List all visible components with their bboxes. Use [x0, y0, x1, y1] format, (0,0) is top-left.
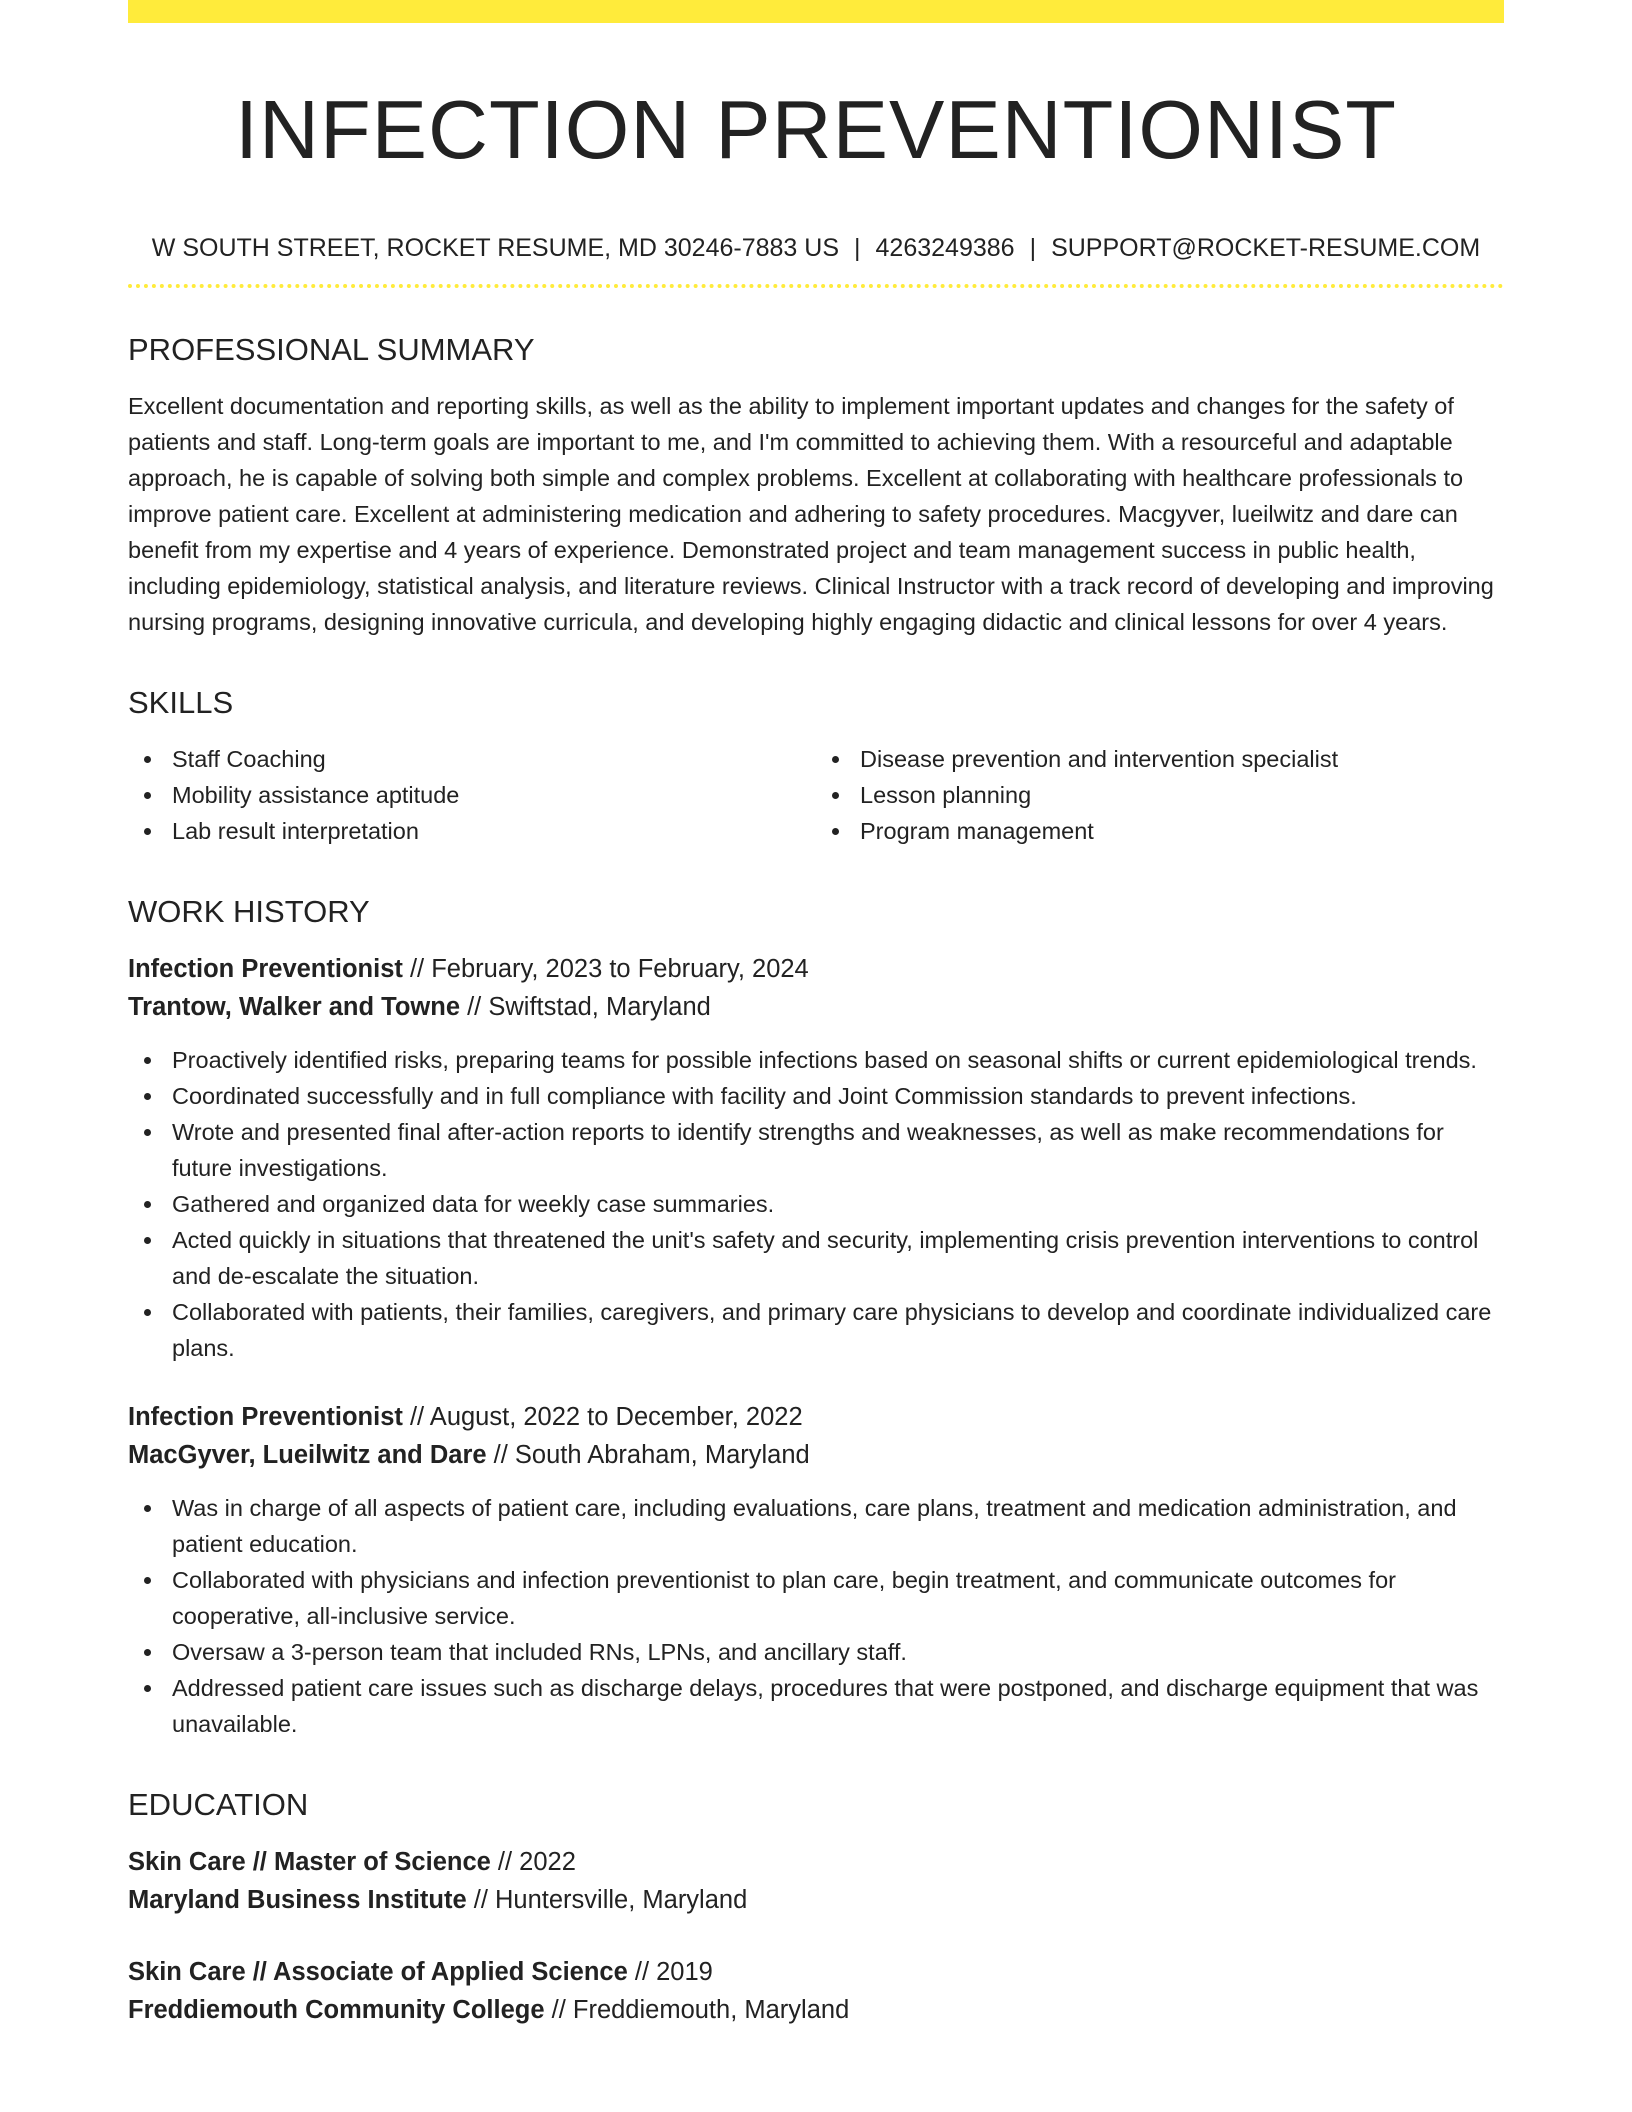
education-year: // 2022 [490, 1848, 576, 1876]
job-location: // Swiftstad, Maryland [460, 993, 711, 1021]
job-location: // South Abraham, Maryland [486, 1441, 810, 1469]
skills-column-right [816, 741, 1504, 849]
skill-item: Disease prevention and intervention specialist [816, 741, 1504, 777]
education-degree-line [128, 1953, 1504, 1991]
contact-separator: | [1029, 234, 1037, 262]
job-bullet: Collaborated with physicians and infection preventionist to plan care, begin treatment, and communicate outcomes for cooperative, all-inclusive service. [128, 1562, 1504, 1634]
job-company: Trantow, Walker and Towne [128, 993, 461, 1021]
skill-item: Program management [816, 813, 1504, 849]
education-degree: Skin Care // Associate of Applied Science [128, 1958, 628, 1986]
job-role: Infection Preventionist [128, 955, 403, 983]
contact-address: W SOUTH STREET, ROCKET RESUME, MD 30246-7883 US [151, 234, 840, 262]
contact-phone: 4263249386 [875, 234, 1015, 262]
skill-item: Staff Coaching [128, 741, 816, 777]
summary-text: Excellent documentation and reporting skills, as well as the ability to implement important updates and changes for the safety of patients and staff. Long-term goals are important to me, and I'm committed to achieving them. With a resourceful and adaptable approach, he is capable of solving both simple and complex problems. Excellent at collaborating with healthcare professionals to improve patient care. Excellent at administering medication and adhering to safety procedures. Macgyver, lueilwitz and dare can benefit from my expertise and 4 years of experience. Demonstrated project and team management success in public health, including epidemiology, statistical analysis, and literature reviews. Clinical Instructor with a track record of developing and improving nursing programs, designing innovative curricula, and developing highly engaging didactic and clinical lessons for over 4 years. [128, 393, 1494, 635]
skill-item: Mobility assistance aptitude [128, 777, 816, 813]
candidate-name: INFECTION PREVENTIONIST [234, 83, 1398, 176]
skill-item: Lab result interpretation [128, 813, 816, 849]
skills-heading: SKILLS [128, 685, 234, 720]
education-entry [128, 1953, 1504, 2029]
contact-email: SUPPORT@ROCKET-RESUME.COM [1051, 234, 1481, 262]
contact-line [128, 232, 1504, 264]
job-entry [128, 950, 1504, 1366]
education-year: // 2019 [627, 1958, 713, 1986]
skill-item: Lesson planning [816, 777, 1504, 813]
job-dates: // February, 2023 to February, 2024 [402, 955, 809, 983]
education-school-line [128, 1991, 1504, 2029]
job-bullets [128, 1490, 1504, 1742]
education-location: // Huntersville, Maryland [466, 1886, 748, 1914]
job-bullet: Proactively identified risks, preparing teams for possible infections based on seasonal shifts or current epidemiological trends. [128, 1042, 1504, 1078]
education-degree-line [128, 1843, 1504, 1881]
skills-list [128, 741, 1504, 849]
job-bullet: Addressed patient care issues such as discharge delays, procedures that were postponed, and discharge equipment that was unavailable. [128, 1670, 1504, 1742]
education-heading: EDUCATION [128, 1787, 309, 1822]
dotted-divider [128, 284, 1504, 288]
job-title-line [128, 950, 1504, 988]
education-school: Maryland Business Institute [128, 1886, 467, 1914]
contact-separator: | [854, 234, 861, 262]
job-bullet: Gathered and organized data for weekly case summaries. [128, 1186, 1504, 1222]
job-company-line [128, 1436, 1504, 1474]
skills-column-left [128, 741, 816, 849]
job-bullets [128, 1042, 1504, 1366]
job-bullet: Was in charge of all aspects of patient care, including evaluations, care plans, treatment and medication administration, and patient education. [128, 1490, 1504, 1562]
job-title-line [128, 1398, 1504, 1436]
job-bullet: Acted quickly in situations that threatened the unit's safety and security, implementing crisis prevention interventions to control and de-escalate the situation. [128, 1222, 1504, 1294]
education-location: // Freddiemouth, Maryland [544, 1996, 850, 2024]
job-bullet: Wrote and presented final after-action reports to identify strengths and weaknesses, as well as make recommendations for future investigations. [128, 1114, 1504, 1186]
job-bullet: Coordinated successfully and in full compliance with facility and Joint Commission standards to prevent infections. [128, 1078, 1504, 1114]
education-entry [128, 1843, 1504, 1919]
job-bullet: Oversaw a 3-person team that included RNs, LPNs, and ancillary staff. [128, 1634, 1504, 1670]
job-company: MacGyver, Lueilwitz and Dare [128, 1441, 487, 1469]
job-company-line [128, 988, 1504, 1026]
education-degree: Skin Care // Master of Science [128, 1848, 491, 1876]
education-school-line [128, 1881, 1504, 1919]
job-entry [128, 1398, 1504, 1742]
job-role: Infection Preventionist [128, 1403, 403, 1431]
resume-content [128, 0, 1504, 2063]
job-dates: // August, 2022 to December, 2022 [402, 1403, 803, 1431]
work-history-heading: WORK HISTORY [128, 894, 370, 929]
job-bullet: Collaborated with patients, their families, caregivers, and primary care physicians to develop and coordinate individualized care plans. [128, 1294, 1504, 1366]
education-school: Freddiemouth Community College [128, 1996, 545, 2024]
summary-heading: PROFESSIONAL SUMMARY [128, 332, 535, 367]
